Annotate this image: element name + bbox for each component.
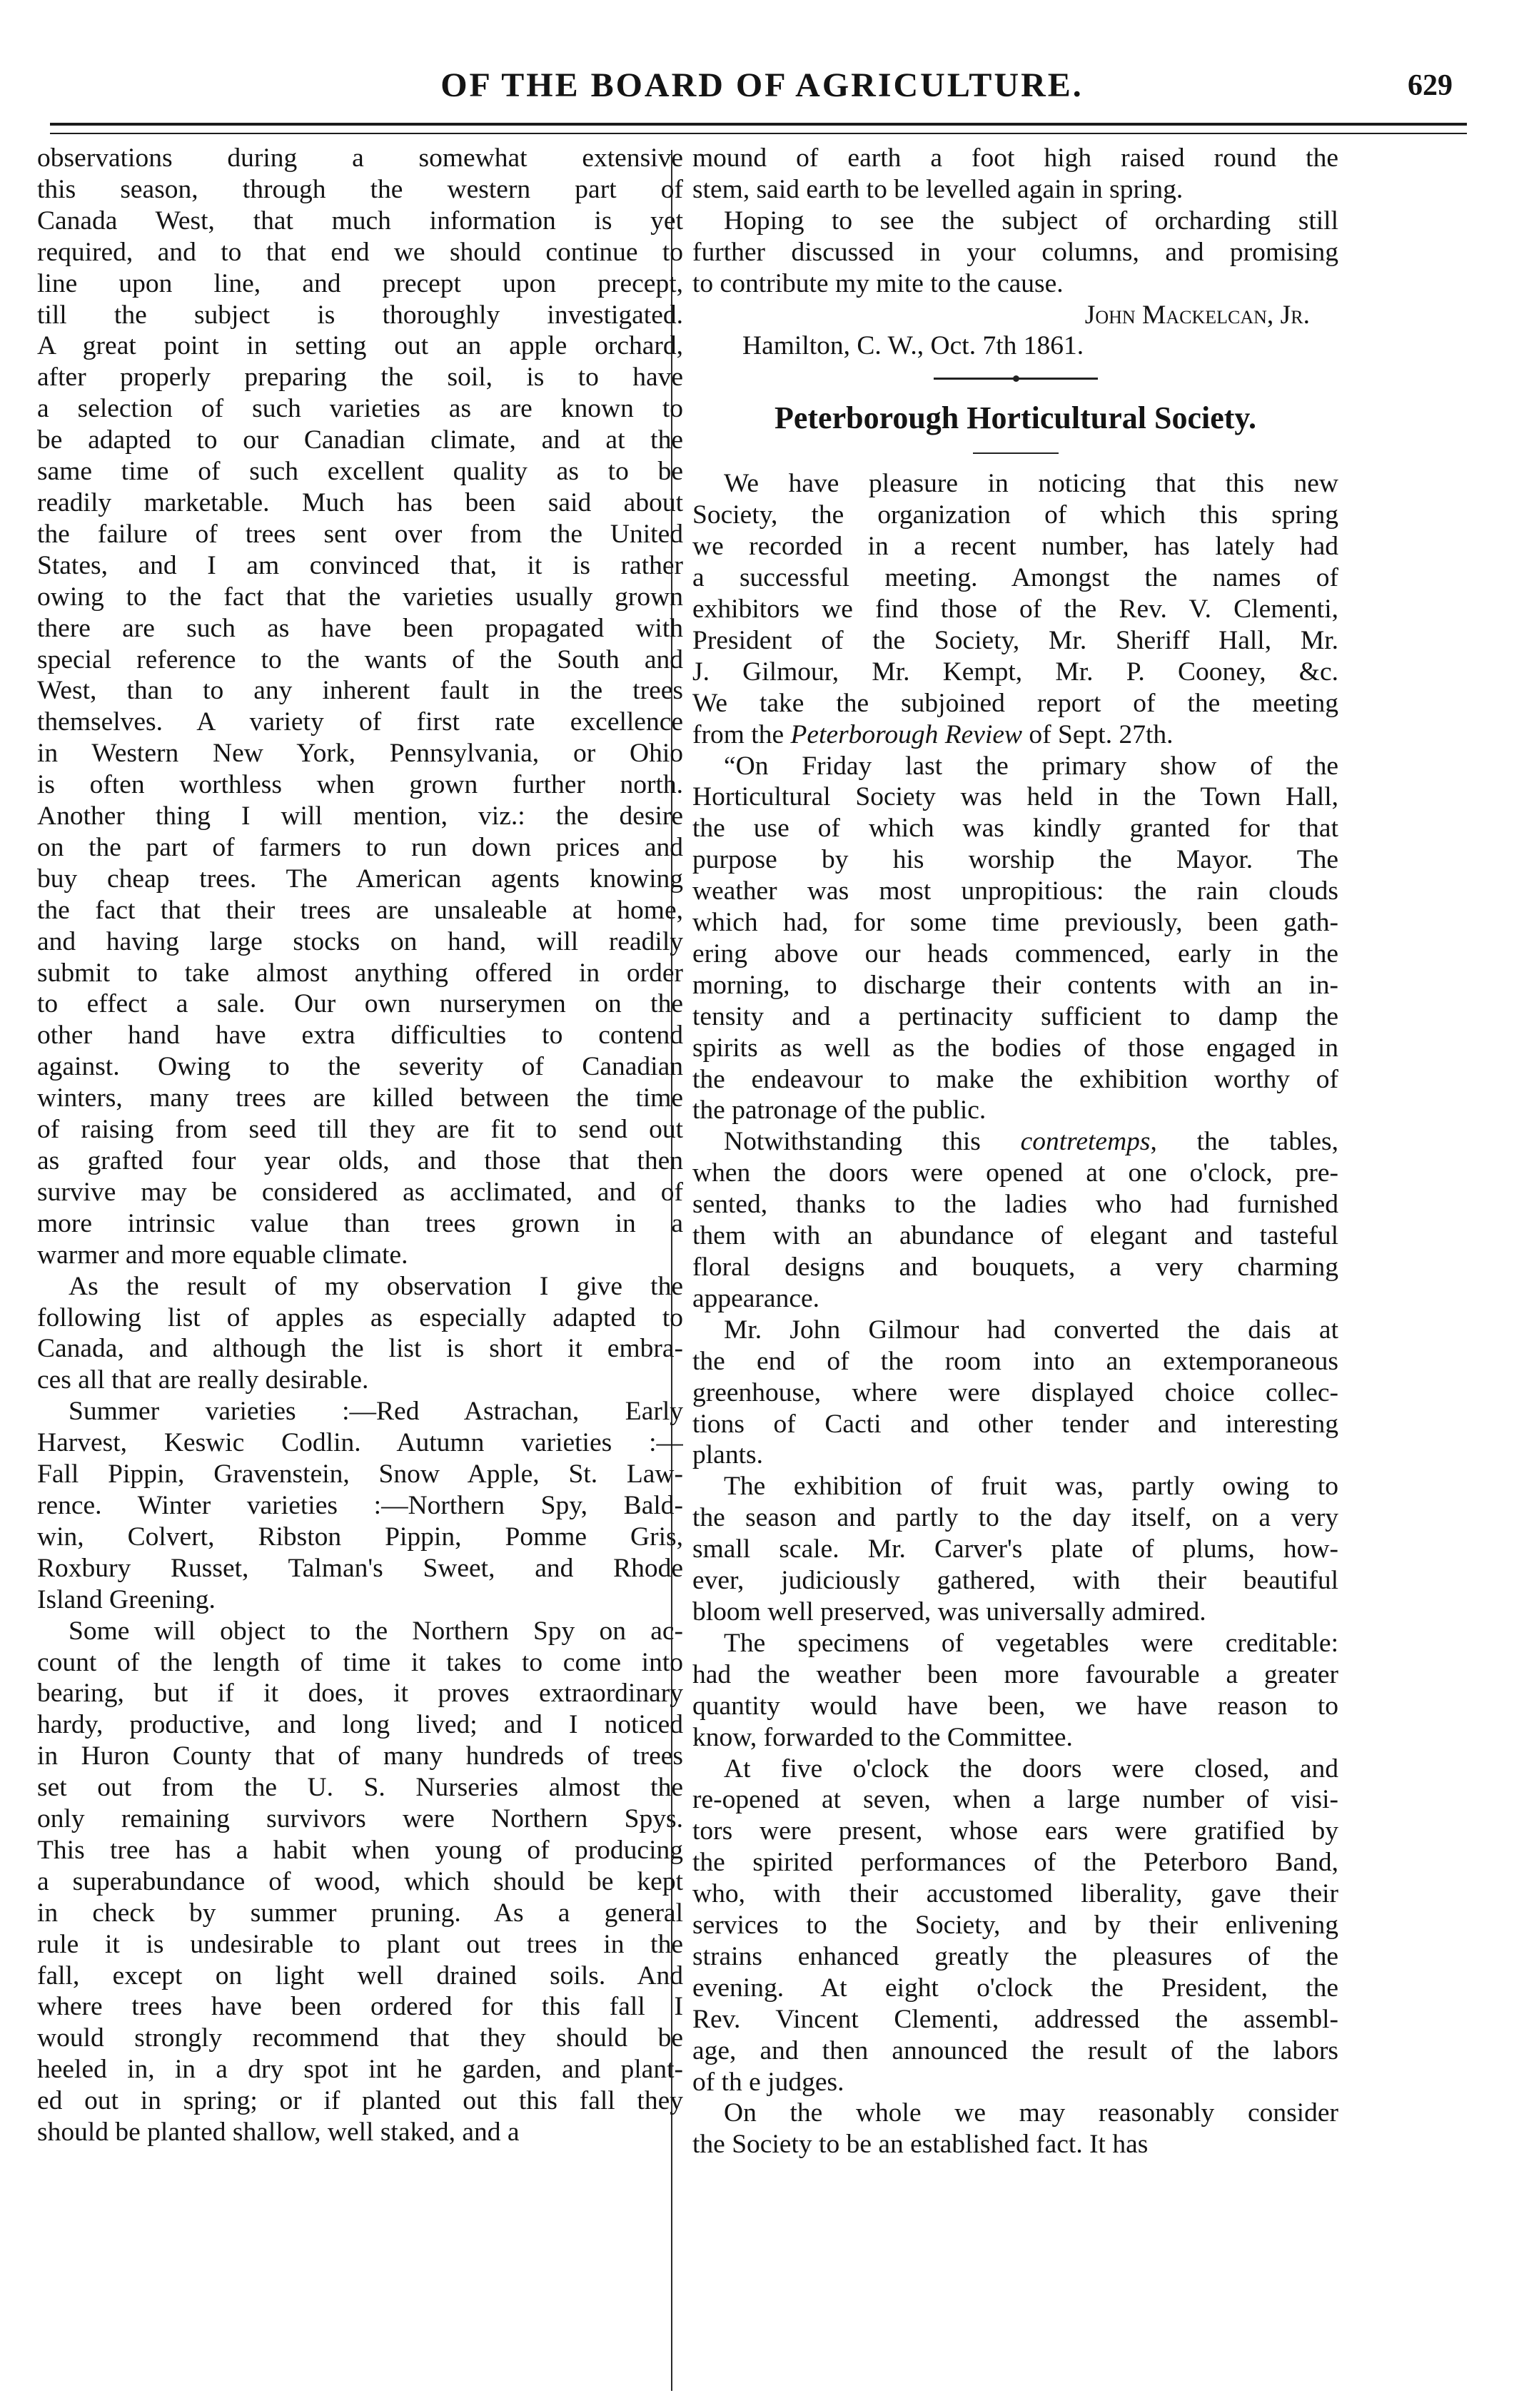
text-line: States, and I am convinced that, it is rather: [37, 550, 683, 580]
text-line: Island Greening.: [37, 1584, 216, 1614]
text-line: in check by summer pruning. As a general: [37, 1898, 683, 1928]
text-line: ever, judiciously gathered, with their beautiful: [692, 1566, 1338, 1596]
text-line: mound of earth a foot high raised round the: [692, 143, 1338, 173]
text-line: as grafted four year olds, and those that then: [37, 1146, 683, 1175]
text-line: and having large stocks on hand, will readily: [37, 926, 683, 956]
text-line: survive may be considered as acclimated, and of: [37, 1177, 683, 1207]
text-line: hardy, productive, and long lived; and I noticed: [37, 1710, 683, 1740]
text-line: tensity and a pertinacity sufficient to damp the: [692, 1001, 1338, 1031]
text-line: tions of Cacti and other tender and interesting: [692, 1409, 1338, 1439]
text-line: in Huron County that of many hundreds of trees: [37, 1741, 683, 1771]
text-line: A great point in setting out an apple orchard,: [37, 331, 683, 361]
text-line: where trees have been ordered for this fall I: [37, 1992, 683, 2022]
text-line: only remaining survivors were Northern Spys.: [37, 1804, 683, 1834]
text-line: the patronage of the public.: [692, 1096, 986, 1125]
text-line: to effect a sale. Our own nurserymen on the: [37, 989, 683, 1019]
text-line: services to the Society, and by their enlivening: [692, 1911, 1338, 1941]
text-line: stem, said earth to be levelled again in spring.: [692, 174, 1184, 204]
text-line: a selection of such varieties as are known to: [37, 394, 683, 424]
text-line: had the weather been more favourable a greater: [692, 1659, 1338, 1689]
text-line: owing to the fact that the varieties usually grown: [37, 582, 683, 612]
text-line: Summer varieties :—Red Astrachan, Early: [69, 1397, 683, 1427]
text-line: the spirited performances of the Peterboro Band,: [692, 1848, 1338, 1878]
text-line: which had, for some time previously, been gath-: [692, 908, 1338, 938]
text-line: re-opened at seven, when a large number of visi-: [692, 1785, 1338, 1815]
text-line: special reference to the wants of the South and: [37, 644, 683, 674]
text-line: J. Gilmour, Mr. Kempt, Mr. P. Cooney, &c.: [692, 657, 1338, 687]
text-line: Notwithstanding this contretemps, the tables,: [724, 1127, 1338, 1157]
text-line: the endeavour to make the exhibition worthy of: [692, 1064, 1338, 1094]
text-line: President of the Society, Mr. Sheriff Hall, Mr.: [692, 625, 1338, 655]
text-line: a superabundance of wood, which should be kept: [37, 1866, 683, 1896]
text-line: age, and then announced the result of the labors: [692, 2035, 1338, 2065]
text-line: Roxbury Russet, Talman's Sweet, and Rhode: [37, 1553, 683, 1583]
text-line: the end of the room into an extemporaneous: [692, 1346, 1338, 1376]
text-line: win, Colvert, Ribston Pippin, Pomme Gris,: [37, 1522, 683, 1552]
text-line: purpose by his worship the Mayor. The: [692, 845, 1338, 875]
text-line: This tree has a habit when young of producing: [37, 1835, 683, 1865]
letter-signature: John Mackelcan, Jr.: [1084, 300, 1310, 330]
text-line: should be planted shallow, well staked, and a: [37, 2118, 520, 2148]
text-line: ed out in spring; or if planted out this fall they: [37, 2086, 683, 2116]
text-line: the use of which was kindly granted for that: [692, 814, 1338, 844]
text-line: them with an abundance of elegant and tasteful: [692, 1221, 1338, 1251]
text-line: Hoping to see the subject of orcharding still: [724, 206, 1338, 236]
text-line: The exhibition of fruit was, partly owing to: [724, 1472, 1338, 1502]
text-line: Another thing I will mention, viz.: the desire: [37, 801, 683, 831]
text-line: bearing, but if it does, it proves extraordinary: [37, 1679, 683, 1709]
text-line: evening. At eight o'clock the President, the: [692, 1973, 1338, 2003]
text-line: warmer and more equable climate.: [37, 1240, 408, 1270]
text-line: morning, to discharge their contents with an in-: [692, 970, 1338, 1000]
text-line: who, with their accustomed liberality, gave their: [692, 1879, 1338, 1909]
text-line: Fall Pippin, Gravenstein, Snow Apple, St. Law-: [37, 1460, 683, 1489]
text-line: this season, through the western part of: [37, 174, 683, 204]
text-line: weather was most unpropitious: the rain clouds: [692, 876, 1338, 906]
text-line: count of the length of time it takes to come into: [37, 1647, 683, 1677]
text-line: set out from the U. S. Nurseries almost the: [37, 1773, 683, 1803]
text-line: required, and to that end we should continue to: [37, 237, 683, 267]
title-underline: [973, 452, 1059, 454]
text-line: is often worthless when grown further north.: [37, 770, 683, 800]
right-column: [692, 143, 1338, 2160]
text-line: small scale. Mr. Carver's plate of plums, how-: [692, 1534, 1338, 1564]
text-line: We take the subjoined report of the meeting: [692, 688, 1338, 718]
text-line: Harvest, Keswic Codlin. Autumn varieties :—: [37, 1428, 683, 1458]
text-line: appearance.: [692, 1283, 819, 1313]
text-line: the Society to be an established fact. It has: [692, 2130, 1149, 2160]
text-line: the failure of trees sent over from the United: [37, 519, 683, 549]
text-line: floral designs and bouquets, a very charming: [692, 1253, 1338, 1282]
text-line: Canada West, that much information is yet: [37, 206, 683, 236]
text-line: fall, except on light well drained soils. And: [37, 1961, 683, 1990]
text-line: Society, the organization of which this spring: [692, 500, 1338, 530]
text-line: would strongly recommend that they should be: [37, 2023, 683, 2053]
text-line: As the result of my observation I give the: [69, 1271, 683, 1301]
text-line: tors were present, whose ears were gratified by: [692, 1816, 1338, 1846]
text-line: ces all that are really desirable.: [37, 1365, 369, 1395]
text-line: plants.: [692, 1440, 763, 1470]
header-double-rule: [50, 123, 1467, 134]
page-header: [29, 64, 1495, 107]
section-divider: [934, 378, 1098, 380]
page-number: 629: [1408, 69, 1453, 102]
text-line: the fact that their trees are unsaleable at home,: [37, 895, 683, 925]
text-line: West, than to any inherent fault in the trees: [37, 676, 683, 706]
letter-continuation: [692, 143, 1338, 300]
text-line: the season and partly to the day itself, on a very: [692, 1503, 1338, 1533]
text-line: Canada, and although the list is short it embra-: [37, 1334, 683, 1364]
text-line: Horticultural Society was held in the Town Hall,: [692, 782, 1338, 812]
text-line: till the subject is thoroughly investigated.: [37, 300, 683, 330]
text-line: The specimens of vegetables were creditable:: [724, 1628, 1338, 1658]
text-line: from the Peterborough Review of Sept. 27th.: [692, 719, 1174, 749]
text-line: after properly preparing the soil, is to have: [37, 363, 683, 393]
text-line: following list of apples as especially adapted to: [37, 1302, 683, 1332]
text-line: quantity would have been, we have reason to: [692, 1691, 1338, 1721]
text-line: exhibitors we find those of the Rev. V. Clementi,: [692, 594, 1338, 624]
text-line: ering above our heads commenced, early in the: [692, 939, 1338, 968]
text-line: On the whole we may reasonably consider: [724, 2098, 1338, 2128]
text-line: rule it is undesirable to plant out trees in the: [37, 1929, 683, 1959]
text-line: of raising from seed till they are fit to send out: [37, 1115, 683, 1145]
letter-dateline: Hamilton, C. W., Oct. 7th 1861.: [742, 331, 1084, 361]
text-line: winters, many trees are killed between the time: [37, 1083, 683, 1113]
text-line: there are such as have been propagated with: [37, 613, 683, 643]
text-line: we recorded in a recent number, has lately had: [692, 532, 1338, 562]
text-line: to contribute my mite to the cause.: [692, 268, 1064, 298]
text-line: buy cheap trees. The American agents knowing: [37, 864, 683, 894]
text-line: bloom well preserved, was universally admired.: [692, 1597, 1206, 1627]
text-line: We have pleasure in noticing that this new: [724, 469, 1338, 499]
text-line: heeled in, in a dry spot int he garden, and plant-: [37, 2055, 683, 2085]
text-line: submit to take almost anything offered in order: [37, 958, 683, 988]
text-line: of th e judges.: [692, 2067, 844, 2097]
left-column: [37, 143, 683, 2148]
text-line: strains enhanced greatly the pleasures of the: [692, 1941, 1338, 1971]
text-line: more intrinsic value than trees grown in a: [37, 1208, 683, 1238]
text-line: spirits as well as the bodies of those engaged in: [692, 1033, 1338, 1063]
text-line: observations during a somewhat extensive: [37, 143, 683, 173]
text-line: a successful meeting. Amongst the names of: [692, 563, 1338, 593]
text-line: be adapted to our Canadian climate, and at the: [37, 425, 683, 455]
text-line: rence. Winter varieties :—Northern Spy, Bald-: [37, 1490, 683, 1520]
text-line: Rev. Vincent Clementi, addressed the assembl-: [692, 2004, 1338, 2034]
text-line: on the part of farmers to run down prices and: [37, 832, 683, 862]
text-line: At five o'clock the doors were closed, and: [724, 1754, 1338, 1784]
text-line: readily marketable. Much has been said about: [37, 487, 683, 517]
text-line: against. Owing to the severity of Canadian: [37, 1052, 683, 1082]
text-line: themselves. A variety of first rate excellence: [37, 707, 683, 737]
text-line: sented, thanks to the ladies who had furnished: [692, 1190, 1338, 1220]
section-title: Peterborough Horticultural Society.: [774, 400, 1256, 436]
text-line: same time of such excellent quality as to be: [37, 457, 683, 487]
text-line: in Western New York, Pennsylvania, or Ohio: [37, 739, 683, 769]
running-title: OF THE BOARD OF AGRICULTURE.: [440, 66, 1084, 104]
text-line: further discussed in your columns, and promising: [692, 237, 1338, 267]
text-line: when the doors were opened at one o'clock, pre-: [692, 1158, 1338, 1188]
text-line: greenhouse, where were displayed choice collec-: [692, 1377, 1338, 1407]
text-line: Some will object to the Northern Spy on ac-: [69, 1616, 683, 1646]
text-line: “On Friday last the primary show of the: [724, 751, 1338, 781]
text-line: Mr. John Gilmour had converted the dais at: [724, 1315, 1338, 1345]
text-line: other hand have extra difficulties to contend: [37, 1021, 683, 1051]
article-body: [692, 468, 1338, 2160]
text-line: line upon line, and precept upon precept,: [37, 268, 683, 298]
text-line: know, forwarded to the Committee.: [692, 1722, 1073, 1752]
